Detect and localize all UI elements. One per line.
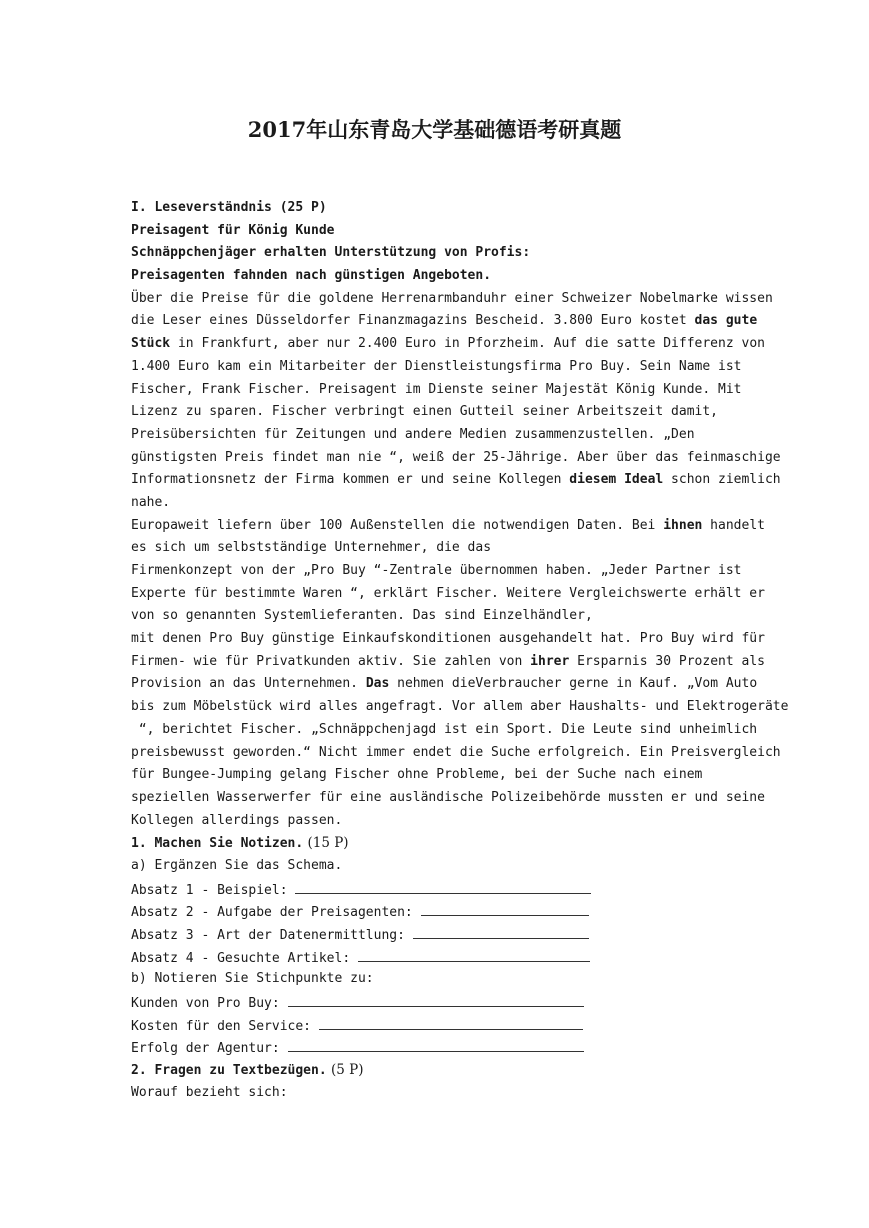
text-run: Informationsnetz der Firma kommen er und seine Kollegen	[131, 472, 570, 488]
answer-row	[131, 1014, 741, 1037]
task-title: 1. Machen Sie Notizen.	[131, 836, 304, 852]
answer-blank[interactable]	[413, 923, 589, 939]
answer-label: Absatz 2 - Aufgabe der Preisagenten:	[131, 905, 421, 921]
task-title: 2. Fragen zu Textbezügen.	[131, 1063, 327, 1079]
task-1-part-b: b) Notieren Sie Stichpunkte zu:	[131, 971, 374, 987]
answer-label: Kosten für den Service:	[131, 1018, 319, 1034]
paragraph-3-line: für Bungee-Jumping gelang Fischer ohne Probleme, bei der Suche nach einem	[131, 767, 703, 783]
task-points: (15 P)	[303, 835, 349, 852]
highlighted-reference: Das	[365, 676, 390, 692]
paragraph-3-line: bis zum Möbelstück wird alles angefragt. Vor allem aber Haushalts- und Elektrogeräte	[131, 699, 789, 715]
answer-blank[interactable]	[421, 900, 589, 916]
paragraph-3-line: Kollegen allerdings passen.	[131, 812, 343, 828]
answer-row	[131, 900, 741, 923]
text-run: schon ziemlich	[663, 472, 781, 488]
task-2-question: Worauf bezieht sich:	[131, 1084, 288, 1100]
answer-blank[interactable]	[288, 991, 584, 1007]
answer-blank[interactable]	[319, 1014, 583, 1030]
text-run: Europaweit liefern über 100 Außenstellen die notwendigen Daten. Bei	[131, 517, 664, 533]
answer-row	[131, 1036, 741, 1059]
paragraph-3-line: mit denen Pro Buy günstige Einkaufskonditionen ausgehandelt hat. Pro Buy wird für	[131, 631, 765, 647]
paragraph-1-line: nahe.	[131, 494, 171, 510]
paragraph-1-line: Über die Preise für die goldene Herrenarmbanduhr einer Schweizer Nobelmarke wissen	[131, 290, 773, 306]
answer-blank[interactable]	[295, 878, 591, 894]
paragraph-1-line: günstigsten Preis findet man nie “, weiß der 25-Jährige. Aber über das feinmaschige	[131, 449, 781, 465]
answer-blank[interactable]	[358, 946, 590, 962]
text-run: handelt	[702, 517, 765, 533]
text-subtitle-1: Schnäppchenjäger erhalten Unterstützung von Profis:	[131, 245, 531, 261]
paragraph-3-line: preisbewusst geworden.“ Nicht immer endet die Suche erfolgreich. Ein Preisvergleich	[131, 744, 781, 760]
task-1-part-a: a) Ergänzen Sie das Schema.	[131, 857, 343, 873]
paragraph-1-line: 1.400 Euro kam ein Mitarbeiter der Dienstleistungsfirma Pro Buy. Sein Name ist	[131, 358, 742, 374]
paragraph-2-line	[131, 515, 765, 538]
answer-label: Erfolg der Agentur:	[131, 1041, 288, 1057]
text-run: Provision an das Unternehmen.	[131, 676, 366, 692]
paragraph-3-line	[131, 673, 758, 696]
answer-label: Kunden von Pro Buy:	[131, 996, 288, 1012]
paragraph-1-line	[131, 310, 758, 333]
text-run: die Leser eines Düsseldorfer Finanzmagazins Bescheid. 3.800 Euro kostet	[131, 313, 695, 329]
highlighted-reference: das gute	[694, 313, 758, 329]
answer-row	[131, 878, 741, 901]
answer-label: Absatz 3 - Art der Datenermittlung:	[131, 928, 413, 943]
paragraph-2-line: es sich um selbstständige Unternehmer, die das	[131, 540, 492, 556]
text-run: Firmen- wie für Privatkunden aktiv. Sie zahlen von	[131, 653, 531, 669]
highlighted-reference: diesem Ideal	[569, 472, 664, 488]
exam-content	[131, 197, 789, 1105]
answer-label: Absatz 1 - Beispiel:	[131, 882, 296, 898]
answer-blank[interactable]	[288, 1036, 584, 1052]
paragraph-2-line: Experte für bestimmte Waren “, erklärt Fischer. Weitere Vergleichswerte erhält er	[131, 585, 765, 601]
highlighted-reference: ihrer	[530, 653, 570, 669]
paragraph-2-line: Firmenkonzept von der „Pro Buy “-Zentrale übernommen haben. „Jeder Partner ist	[131, 563, 742, 578]
text-run: in Frankfurt, aber nur 2.400 Euro in Pforzheim. Auf die satte Differenz von	[170, 336, 765, 352]
task-2-heading	[131, 1059, 741, 1082]
text-title: Preisagent für König Kunde	[131, 222, 335, 238]
paragraph-1-line	[131, 469, 781, 492]
answer-row	[131, 946, 741, 969]
paragraph-1-line: Preisübersichten für Zeitungen und andere Medien zusammenzustellen. „Den	[131, 426, 695, 442]
paragraph-1-line: Lizenz zu sparen. Fischer verbringt einen Gutteil seiner Arbeitszeit damit,	[131, 404, 718, 420]
paragraph-3-line	[131, 651, 765, 674]
text-run: Ersparnis 30 Prozent als	[569, 653, 765, 669]
task-1-heading	[131, 832, 741, 855]
answer-label: Absatz 4 - Gesuchte Artikel:	[131, 950, 358, 966]
page-title: 2017年山东青岛大学基础德语考研真题	[247, 117, 622, 142]
highlighted-reference: ihnen	[663, 517, 703, 533]
answer-row	[131, 923, 741, 946]
paragraph-1-line: Fischer, Frank Fischer. Preisagent im Dienste seiner Majestät König Kunde. Mit	[131, 381, 742, 397]
text-subtitle-2: Preisagenten fahnden nach günstigen Angeboten.	[131, 268, 492, 284]
paragraph-3-line: “, berichtet Fischer. „Schnäppchenjagd ist ein Sport. Die Leute sind unheimlich	[131, 721, 758, 737]
paragraph-2-line: von so genannten Systemlieferanten. Das sind Einzelhändler,	[131, 608, 593, 624]
section-heading: I. Leseverständnis (25 P)	[131, 200, 327, 215]
text-run: nehmen dieVerbraucher gerne in Kauf. „Vom Auto	[389, 676, 758, 692]
paragraph-1-line	[131, 333, 765, 356]
task-points: (5 P)	[326, 1062, 364, 1079]
paragraph-3-line: speziellen Wasserwerfer für eine ausländische Polizeibehörde mussten er und seine	[131, 789, 765, 805]
highlighted-reference: Stück	[131, 336, 171, 352]
answer-row	[131, 991, 741, 1014]
